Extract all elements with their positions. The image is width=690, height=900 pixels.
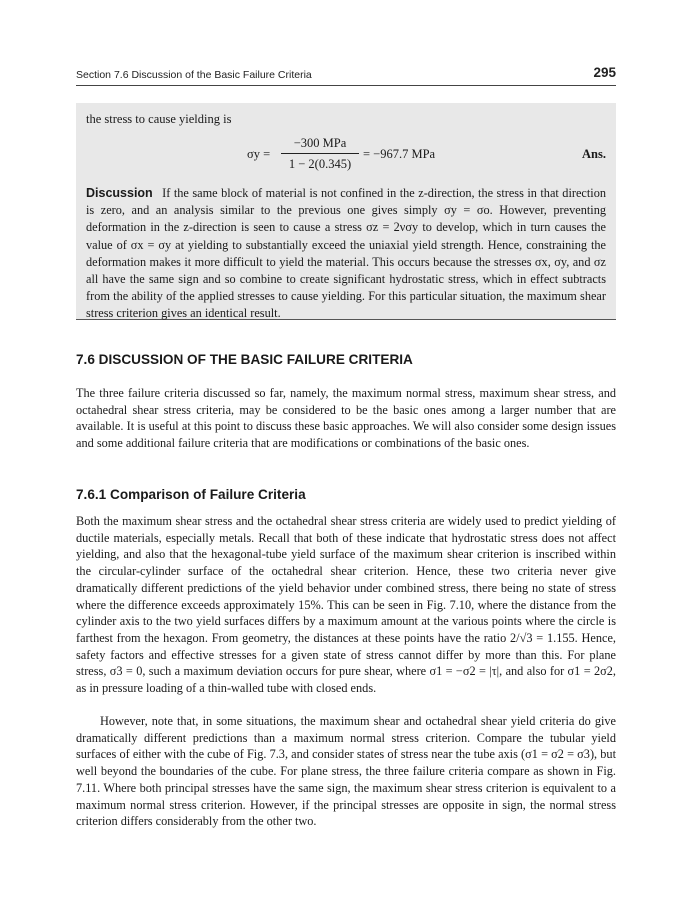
section-intro-paragraph: The three failure criteria discussed so far, namely, the maximum normal stress, maximum shear stress, and octahedral shear stress criteria, may be considered to be the basic ones among a larger number that are available. It is useful at this point to discuss these basic approaches. We will also consider some design issues and some additional failure criteria that are modifications or combinations of the basic ones. (76, 386, 616, 451)
running-head (76, 67, 616, 85)
equation-fraction (281, 135, 359, 172)
section-heading: 7.6 DISCUSSION OF THE BASIC FAILURE CRITERIA (76, 352, 413, 367)
yield-stress-equation (76, 135, 616, 179)
comparison-paragraph-2-text: However, note that, in some situations, the maximum shear and octahedral shear yield criteria do give dramatically different predictions than a maximum normal stress criterion. Compare the tubular yield surfaces of either with the cube of Fig. 7.3, and consider states of stress near the tube axis (σ1 = σ2 = σ3), but well beyond the boundaries of the cube. For plane stress, the three failure criteria compare as shown in Fig. 7.11. Where both principal stresses have the same sign, the maximum shear stress criterion is equivalent to a maximum normal stress criterion. However, if the principal stresses are opposite in sign, the normal stress criterion differs considerably from the other two. (76, 714, 616, 829)
answer-label: Ans. (582, 147, 606, 161)
discussion-label: Discussion (86, 186, 153, 200)
discussion-paragraph (86, 185, 606, 323)
page-number: 295 (593, 65, 616, 80)
equation-rhs: = −967.7 MPa (363, 147, 436, 161)
equation-lhs: σy = (247, 147, 271, 161)
comparison-paragraph-1: Both the maximum shear stress and the octahedral shear stress criteria are widely used to predict yielding of ductile materials, especially metals. Recall that both of these indicate that hydrostatic stress does not affect yielding, and also that the hexagonal-tube yield surface of the maximum shear criterion is inscribed within the circular-cylinder surface of the octahedral shear criterion. Hence, these two criteria never give dramatically different predictions of the yield behavior under combined stress, there being no state of stress where the difference exceeds approximately 15%. This can be seen in Fig. 7.10, where the distance from the cylinder axis to the two yield surfaces differs by a maximum amount at the various points where the circle is farthest from the hexagon. From geometry, the distances at these points have the ratio 2/√3 = 1.155. Hence, safety factors and effective stresses for a given state of stress cannot differ by more than this. For plane stress, σ3 = 0, such a maximum deviation occurs for pure shear, where σ1 = −σ2 = |τ|, and also for σ1 = 2σ2, as in pressure loading of a thin-walled tube with closed ends. (76, 514, 616, 696)
example-box (76, 103, 616, 320)
discussion-text: If the same block of material is not confined in the z-direction, the stress in that direction is zero, and an analysis similar to the previous one gives simply σy = σo. However, preventing deformation in the z-direction is seen to cause a stress σz = 2νσy to develop, which in turn causes the value of σx = σy at yielding to substantially exceed the uniaxial yield strength. Hence, constraining the deformation makes it more difficult to yield the material. This occurs because the stresses σx, σy, and σz all have the same sign and so combine to create significant hydrostatic stress, which in effect subtracts from the ability of the applied stresses to cause yielding. For this particular situation, the maximum shear stress criterion gives an identical result. (86, 186, 606, 321)
equation-denominator: 1 − 2(0.345) (288, 157, 352, 171)
fraction-bar (281, 153, 359, 154)
header-rule (76, 85, 616, 86)
running-head-section: Section 7.6 Discussion of the Basic Failure Criteria (76, 69, 312, 81)
equation-numerator: −300 MPa (293, 136, 347, 150)
example-lead-text: the stress to cause yielding is (86, 112, 232, 126)
subsection-heading: 7.6.1 Comparison of Failure Criteria (76, 487, 306, 502)
comparison-paragraph-2 (76, 713, 616, 830)
